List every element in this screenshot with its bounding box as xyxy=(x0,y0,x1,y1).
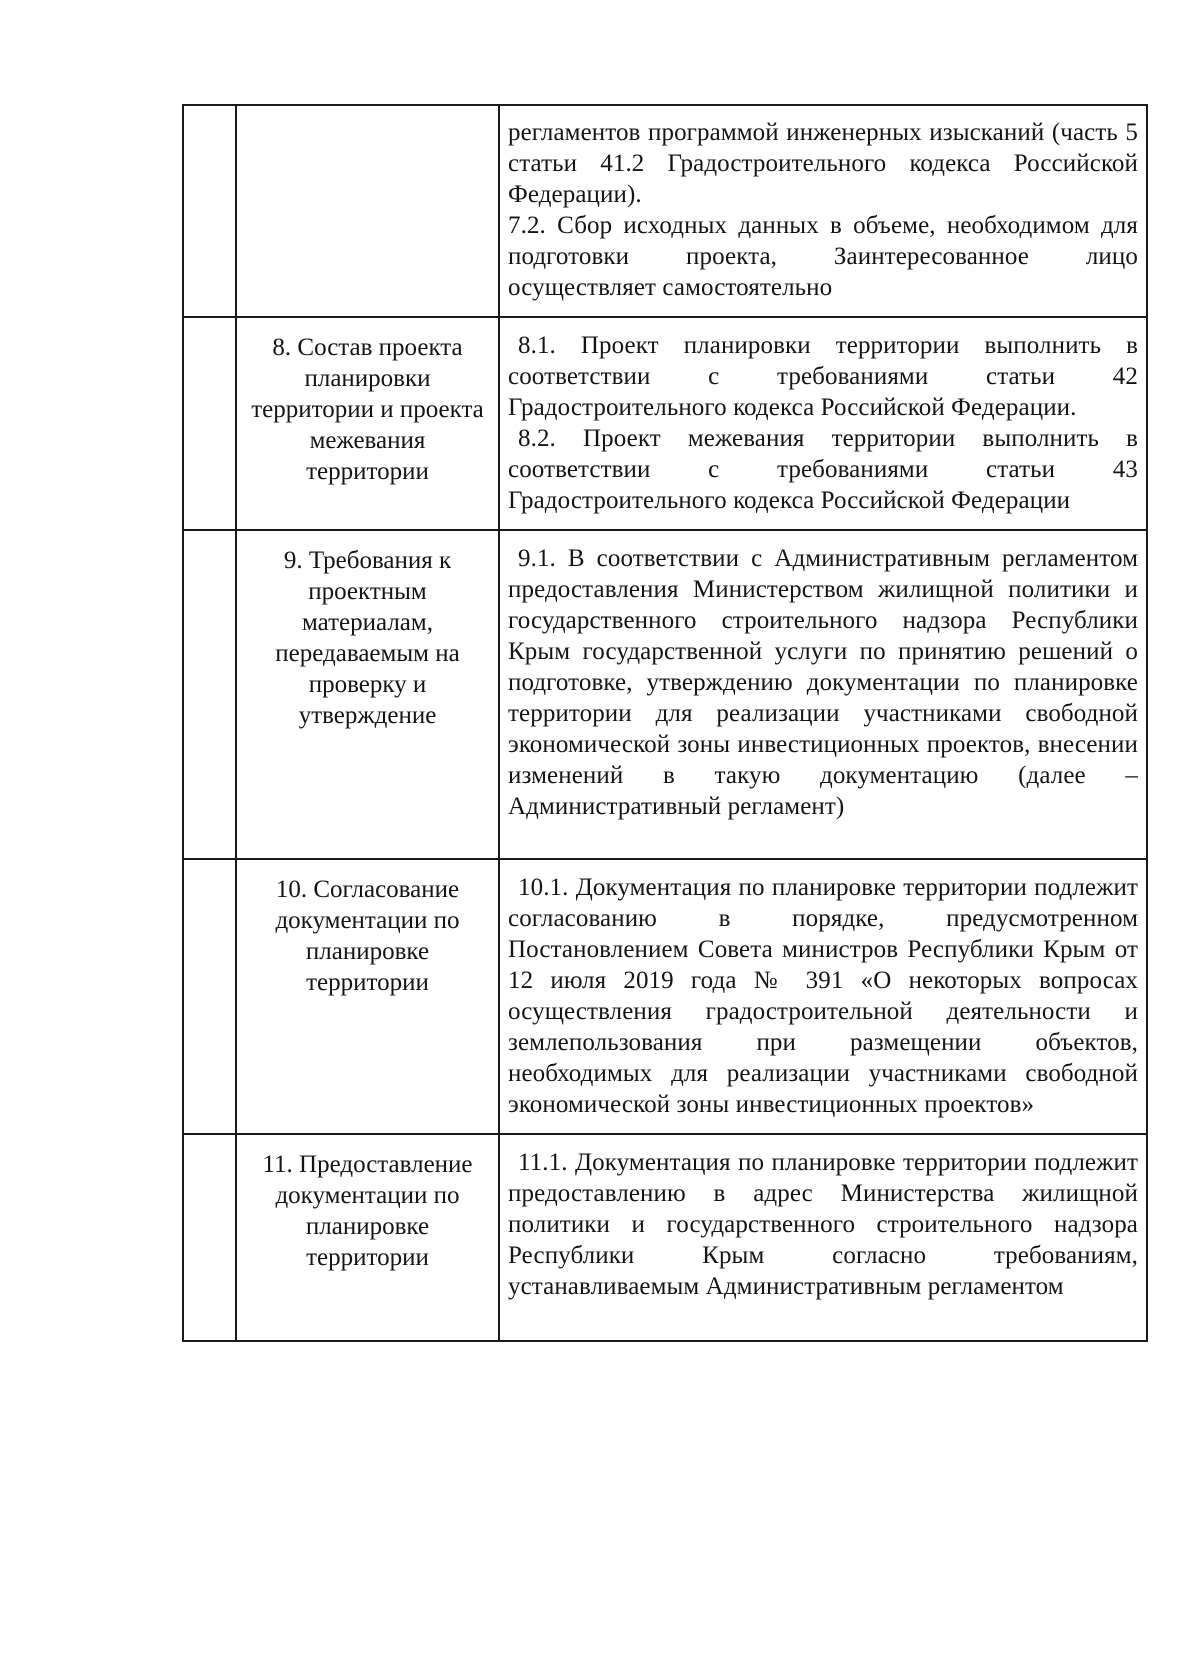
row-number-cell xyxy=(183,530,236,859)
requirements-table xyxy=(182,104,1148,1342)
row-name: 10. Согласование документации по планировке территории xyxy=(275,876,460,996)
requirement-paragraph: 11.1. Документация по планировке территории подлежит предоставлению в адрес Министерства жилищной политики и государственного строительного надзора Республики Крым согласно требованиям, устанавливаемым Административным регламентом xyxy=(508,1149,1138,1300)
requirement-paragraph: 8.1. Проект планировки территории выполнить в соответствии с требованиями статьи 42 Градостроительного кодекса Российской Федерации. xyxy=(508,332,1138,421)
requirement-paragraph: регламентов программой инженерных изысканий (часть 5 статьи 41.2 Градостроительного кодекса Российской Федерации). xyxy=(508,119,1138,208)
row-name xyxy=(237,106,498,120)
row-requirements-cell xyxy=(499,317,1147,530)
table-row xyxy=(183,1134,1147,1341)
table-row xyxy=(183,105,1147,317)
row-requirements-cell xyxy=(499,1134,1147,1341)
row-number-cell xyxy=(183,1134,236,1341)
requirement-paragraph: 8.2. Проект межевания территории выполнить в соответствии с требованиями статьи 43 Градостроительного кодекса Российской Федерации xyxy=(508,425,1138,514)
row-requirements-cell xyxy=(499,530,1147,859)
requirement-paragraph: 10.1. Документация по планировке территории подлежит согласованию в порядке, предусмотренном Постановлением Совета министров Республики Крым от 12 июля 2019 года № 391 «О некоторых вопросах осуществления градостроительной деятельности и землепользования при размещении объектов, необходимых для реализации участниками свободной экономической зоны инвестиционных проектов» xyxy=(508,874,1138,1118)
row-name-cell xyxy=(236,1134,499,1341)
requirement-paragraph: 9.1. В соответствии с Административным регламентом предоставления Министерством жилищной политики и государственного строительного надзора Республики Крым государственной услуги по принятию решений о подготовке, утверждению документации по планировке территории для реализации участниками свободной экономической зоны инвестиционных проектов, внесении изменений в такую документацию (далее – Административный регламент) xyxy=(508,545,1138,820)
row-number-cell xyxy=(183,859,236,1134)
row-requirements-cell xyxy=(499,859,1147,1134)
row-name: 8. Состав проекта планировки территории и проекта межевания территории xyxy=(251,334,484,485)
requirement-paragraph: 7.2. Сбор исходных данных в объеме, необходимом для подготовки проекта, Заинтересованное лицо осуществляет самостоятельно xyxy=(508,212,1138,301)
row-name-cell xyxy=(236,859,499,1134)
row-name: 9. Требования к проектным материалам, передаваемым на проверку и утверждение xyxy=(275,547,460,729)
table-row xyxy=(183,859,1147,1134)
table-row xyxy=(183,530,1147,859)
table-row xyxy=(183,317,1147,530)
row-requirements-cell xyxy=(499,105,1147,317)
row-number-cell xyxy=(183,317,236,530)
row-name: 11. Предоставление документации по планировке территории xyxy=(262,1151,473,1271)
row-number-cell xyxy=(183,105,236,317)
row-name-cell xyxy=(236,317,499,530)
row-name-cell xyxy=(236,530,499,859)
row-name-cell xyxy=(236,105,499,317)
